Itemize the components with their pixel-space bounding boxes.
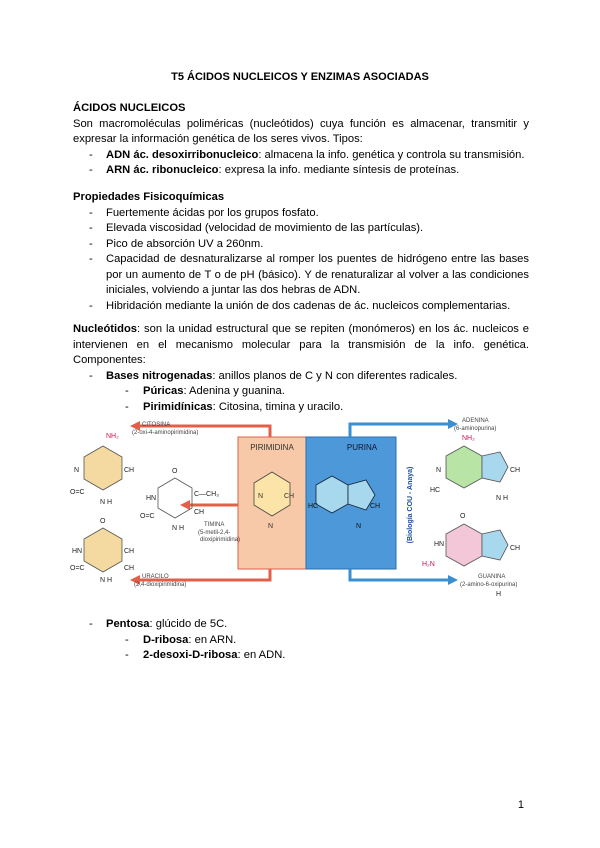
page-number: 1: [517, 799, 524, 811]
pentosa-list: [73, 617, 529, 633]
pirimidina-label: PIRIMIDINA: [250, 443, 294, 452]
guanina-ring-5: [482, 530, 508, 560]
ring-atom-label: O=C: [70, 489, 85, 496]
intro-paragraph: Son macromoléculas poliméricas (nucleótidos) cuya función es almacenar, transmitir y expresar la información genética de los seres vivos. Tipos:: [73, 117, 529, 145]
list-item: - Pico de absorción UV a 260nm.: [73, 237, 529, 253]
ring-atom-label: N: [74, 467, 80, 474]
ring-atom-label: O: [100, 518, 106, 525]
arrow-to-guanina: [350, 569, 448, 580]
ring-atom-label: CH: [284, 493, 295, 500]
ring-atom-label: CH: [510, 467, 521, 474]
properties-list: [73, 206, 529, 315]
guanina-subtitle: (2-amino-6-oxipurina): [460, 582, 518, 588]
timina-ring: [158, 478, 192, 518]
uracilo-subtitle: (2,4-dioxipirimidina): [134, 582, 187, 588]
purina-label: PURINA: [346, 443, 378, 452]
citosina-label: CITOSINA: [142, 422, 171, 428]
ring-atom-label: N: [356, 523, 362, 530]
list-item: - Fuertemente ácidas por los grupos fosfato.: [73, 206, 529, 222]
ring-atom-label: N: [258, 493, 264, 500]
list-item: - ARN ác. ribonucleico: expresa la info. mediante síntesis de proteínas.: [73, 163, 529, 179]
ring-atom-label: HN: [72, 548, 83, 555]
types-list: [73, 148, 529, 179]
ring-atom-label: N H: [172, 525, 185, 532]
figure-credit: (Biología COU - Anaya): [407, 466, 414, 544]
arrow-head: [448, 575, 458, 585]
ring-atom-label: HC: [430, 487, 441, 494]
adenina-ring-6: [446, 446, 482, 488]
ring-atom-label: O=C: [70, 565, 85, 572]
ring-atom-label: HN: [146, 495, 157, 502]
ring-atom-label: CH: [124, 548, 135, 555]
ring-atom-label: C—CH₃: [194, 491, 220, 498]
uracilo-label: URACILO: [142, 574, 169, 580]
list-item: - Bases nitrogenadas: anillos planos de C y N con diferentes radicales.: [73, 369, 529, 385]
citosina-ring: [84, 446, 122, 490]
arrow-to-adenina: [350, 424, 448, 437]
section-propiedades: [73, 190, 529, 314]
section-pentosa: [73, 617, 529, 664]
nucleotidos-paragraph: Nucleótidos: son la unidad estructural que se repiten (monómeros) en los ác. nucleicos e intervienen en el mecanismo molecular para la transmisión de la info. genética. Componentes:: [73, 323, 529, 366]
ring-atom-label: CH: [194, 509, 205, 516]
ring-atom-label: CH: [124, 565, 135, 572]
timina-subtitle-1: (5-metil-2,4-: [198, 530, 231, 536]
pentosa-sublist: [73, 633, 529, 664]
document-title: T5 ÁCIDOS NUCLEICOS Y ENZIMAS ASOCIADAS: [171, 71, 429, 83]
list-item: - Elevada viscosidad (velocidad de movimiento de las partículas).: [73, 221, 529, 237]
adenina-label: ADENINA: [462, 418, 489, 424]
ring-atom-label: O: [460, 513, 466, 520]
nitrogenous-bases-figure: [70, 410, 530, 600]
list-item: - 2-desoxi-D-ribosa: en ADN.: [73, 648, 529, 664]
ring-atom-label: N: [268, 523, 274, 530]
adenina-subtitle: (6-aminopurina): [454, 426, 497, 432]
ring-atom-label: H: [496, 591, 502, 598]
list-item: - ADN ác. desoxirribonucleico: almacena la info. genética y controla su transmisión.: [73, 148, 529, 164]
adenina-ring-5: [482, 452, 508, 482]
ring-atom-label: N H: [100, 499, 113, 506]
ring-atom-label: HN: [434, 541, 445, 548]
list-item: - Capacidad de desnaturalizarse al romper los puentes de hidrógeno entre las bases por un aumento de T o de pH (básico). Y de renaturalizar al volver a las condiciones iniciales, volviendo a juntar las dos hebras de ADN.: [73, 252, 529, 299]
list-item: - Púricas: Adenina y guanina.: [73, 384, 529, 400]
ring-atom-label: H₂N: [422, 561, 435, 568]
ring-atom-label: N: [436, 467, 442, 474]
timina-label: TIMINA: [204, 522, 225, 528]
ring-atom-label: NH₂: [462, 435, 475, 442]
list-item: - Pirimidínicas: Citosina, timina y uracilo.: [73, 400, 529, 416]
section-acidos-nucleicos: [73, 101, 529, 179]
arrow-head: [180, 500, 190, 510]
uracilo-ring: [84, 528, 122, 572]
ring-atom-label: N H: [496, 495, 509, 502]
components-list: [73, 369, 529, 385]
section-heading: Propiedades Fisicoquímicas: [73, 191, 225, 203]
ring-atom-label: CH: [124, 467, 135, 474]
ring-atom-label: CH: [370, 503, 381, 510]
timina-subtitle-2: dioxipirimidina): [200, 537, 241, 543]
citosina-subtitle: (2-oxi-4-aminopirimidina): [132, 430, 199, 436]
ring-atom-label: CH: [510, 545, 521, 552]
ring-atom-label: O=C: [140, 513, 155, 520]
list-item: - Hibridación mediante la unión de dos cadenas de ác. nucleicos complementarias.: [73, 299, 529, 315]
ring-atom-label: O: [172, 468, 178, 475]
section-nucleotidos: [73, 322, 529, 415]
ring-atom-label: HC: [308, 503, 319, 510]
section-heading: ÁCIDOS NUCLEICOS: [73, 102, 186, 114]
list-item: - D-ribosa: en ARN.: [73, 633, 529, 649]
ring-atom-label: N H: [100, 577, 113, 584]
guanina-ring-6: [446, 524, 482, 566]
guanina-label: GUANINA: [478, 574, 506, 580]
list-item: - Pentosa: glúcido de 5C.: [73, 617, 529, 633]
ring-atom-label: NH₂: [106, 433, 119, 440]
